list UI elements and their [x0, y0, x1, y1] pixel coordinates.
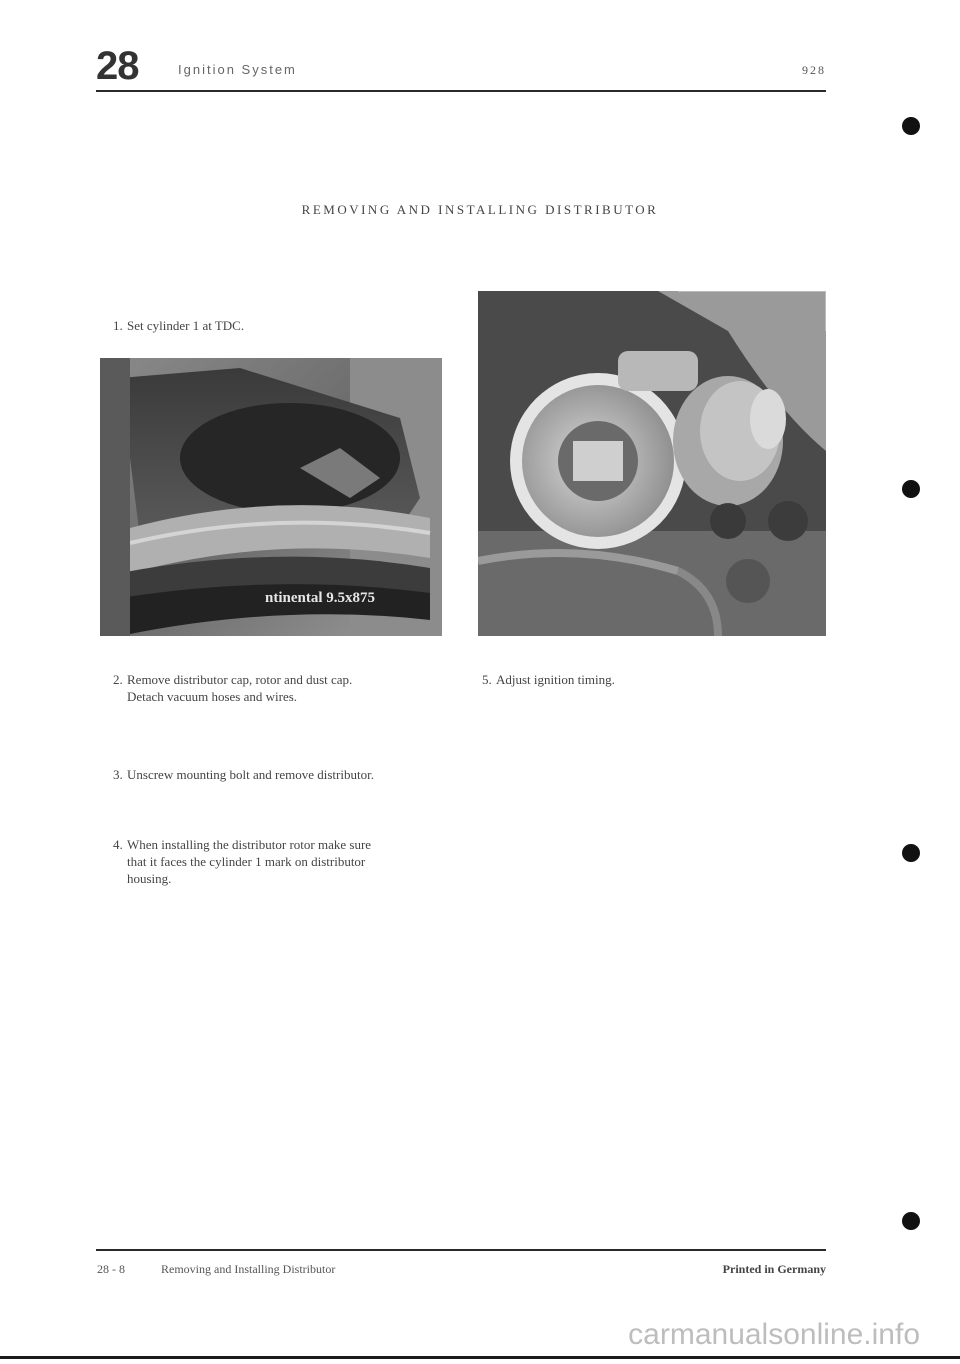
distributor-photo-image: [478, 291, 826, 636]
step-2: 2. Remove distributor cap, rotor and dust cap. Detach vacuum hoses and wires.: [113, 672, 353, 704]
photo-crankshaft-pulley: [100, 358, 442, 636]
page-bottom-rule: [0, 1356, 960, 1359]
photo-distributor: [478, 291, 826, 636]
footer-rule: [96, 1249, 826, 1251]
binder-hole-icon: [902, 1212, 920, 1230]
chapter-title: Ignition System: [178, 62, 297, 77]
binder-hole-icon: [902, 844, 920, 862]
pulley-photo-image: [100, 358, 442, 636]
step-1: 1. Set cylinder 1 at TDC.: [113, 318, 245, 333]
watermark: carmanualsonline.info: [628, 1318, 920, 1351]
step-4: 4. When installing the distributor rotor make sure that it faces the cylinder 1 mark on distributor housing.: [113, 837, 372, 886]
header-rule: [96, 90, 826, 92]
footer-title: Removing and Installing Distributor: [161, 1262, 336, 1276]
printed-in-germany: Printed in Germany: [722, 1262, 826, 1276]
step-3: 3. Unscrew mounting bolt and remove distributor.: [113, 767, 374, 782]
page-header: [96, 44, 826, 88]
belt-label: ntinental 9.5x875: [265, 590, 376, 606]
footer-page-info: [97, 1262, 335, 1277]
section-title: REMOVING AND INSTALLING DISTRIBUTOR: [301, 202, 659, 217]
step-5: 5. Adjust ignition timing.: [482, 672, 615, 687]
page-number: 28 - 8: [97, 1262, 125, 1276]
binder-hole-icon: [902, 480, 920, 498]
model-number: 928: [802, 63, 826, 77]
binder-hole-icon: [902, 117, 920, 135]
chapter-number: 28: [96, 44, 139, 88]
